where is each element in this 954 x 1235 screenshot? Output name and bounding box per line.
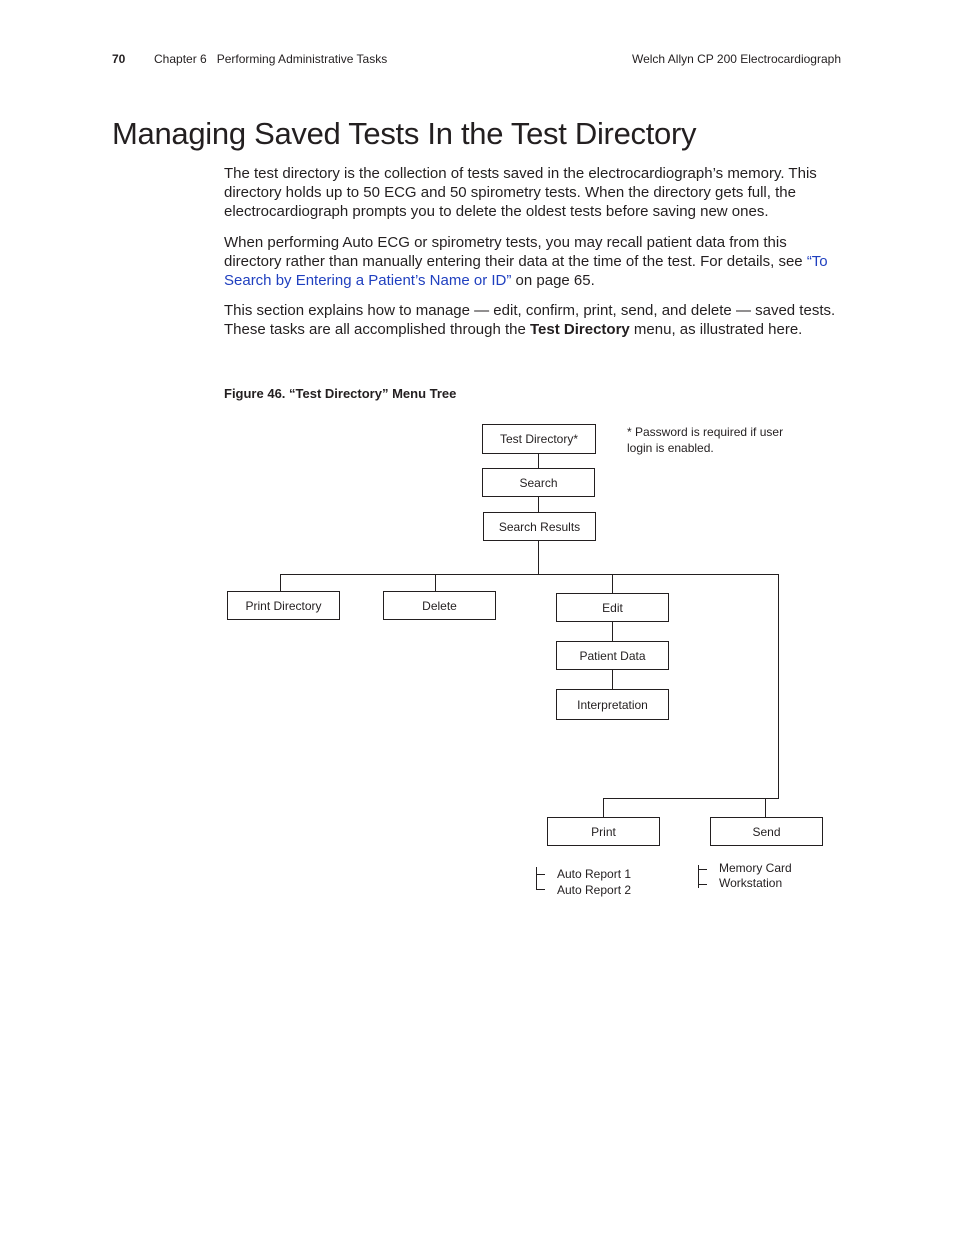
connector-line bbox=[612, 669, 613, 690]
connector-line bbox=[280, 574, 779, 575]
figure-caption: Figure 46. “Test Directory” Menu Tree bbox=[224, 386, 457, 401]
connector-line bbox=[538, 541, 539, 575]
node-edit: Edit bbox=[556, 593, 669, 622]
password-note bbox=[627, 424, 783, 456]
node-patient-data: Patient Data bbox=[556, 641, 669, 670]
password-note-line: login is enabled. bbox=[627, 441, 714, 455]
send-option: Workstation bbox=[719, 876, 783, 890]
paragraph-recall bbox=[224, 233, 846, 290]
paragraph-tasks-tail: menu, as illustrated here. bbox=[629, 321, 803, 338]
print-option: Auto Report 2 bbox=[557, 883, 632, 897]
connector-line bbox=[603, 798, 779, 799]
send-option: Memory Card bbox=[719, 861, 792, 875]
node-send: Send bbox=[710, 817, 823, 846]
node-delete: Delete bbox=[383, 591, 496, 620]
connector-line bbox=[538, 497, 539, 512]
connector-line bbox=[280, 574, 281, 592]
connector-line bbox=[435, 574, 436, 592]
search-by-name-link[interactable]: “To Search by Entering a Patient’s Name or ID” bbox=[224, 253, 828, 289]
connector-line bbox=[698, 869, 707, 870]
paragraph-recall-text: When performing Auto ECG or spirometry tests, you may recall patient data from this directory rather than manually entering their data at the time of the test. For details, see bbox=[224, 234, 807, 270]
connector-line bbox=[778, 574, 779, 799]
print-option: Auto Report 1 bbox=[557, 867, 632, 881]
connector-line bbox=[612, 574, 613, 594]
test-directory-menu-name: Test Directory bbox=[530, 321, 630, 338]
connector-line bbox=[536, 874, 545, 875]
connector-line bbox=[538, 453, 539, 468]
connector-line bbox=[612, 621, 613, 642]
page-number: 70 bbox=[112, 52, 126, 66]
paragraph-tasks-text: This section explains how to manage — edit, confirm, print, send, and delete — saved tests. These tasks are all accomplished through the bbox=[224, 302, 836, 338]
connector-line bbox=[765, 798, 766, 818]
node-search-results: Search Results bbox=[483, 512, 596, 541]
paragraph-tasks bbox=[224, 301, 846, 339]
connector-line bbox=[536, 867, 537, 890]
paragraph-intro: The test directory is the collection of tests saved in the electrocardiograph’s memory. This directory holds up to 50 ECG and 50 spirometry tests. When the directory gets full, the electrocardiograph prompts you to delete the oldest tests before saving new ones. bbox=[224, 165, 817, 220]
connector-line bbox=[698, 884, 707, 885]
connector-line bbox=[603, 798, 604, 818]
section-title: Managing Saved Tests In the Test Directory bbox=[112, 116, 697, 151]
paragraph-recall-page-ref: on page 65. bbox=[511, 272, 595, 289]
node-print-directory: Print Directory bbox=[227, 591, 340, 620]
chapter-title: Chapter 6 Performing Administrative Tasks bbox=[154, 52, 388, 66]
password-note-line: * Password is required if user bbox=[627, 425, 784, 439]
node-search: Search bbox=[482, 468, 595, 497]
node-print: Print bbox=[547, 817, 660, 846]
node-interpretation: Interpretation bbox=[556, 689, 669, 720]
node-test-directory: Test Directory* bbox=[482, 424, 596, 454]
book-title: Welch Allyn CP 200 Electrocardiograph bbox=[631, 52, 841, 66]
connector-line bbox=[536, 889, 545, 890]
